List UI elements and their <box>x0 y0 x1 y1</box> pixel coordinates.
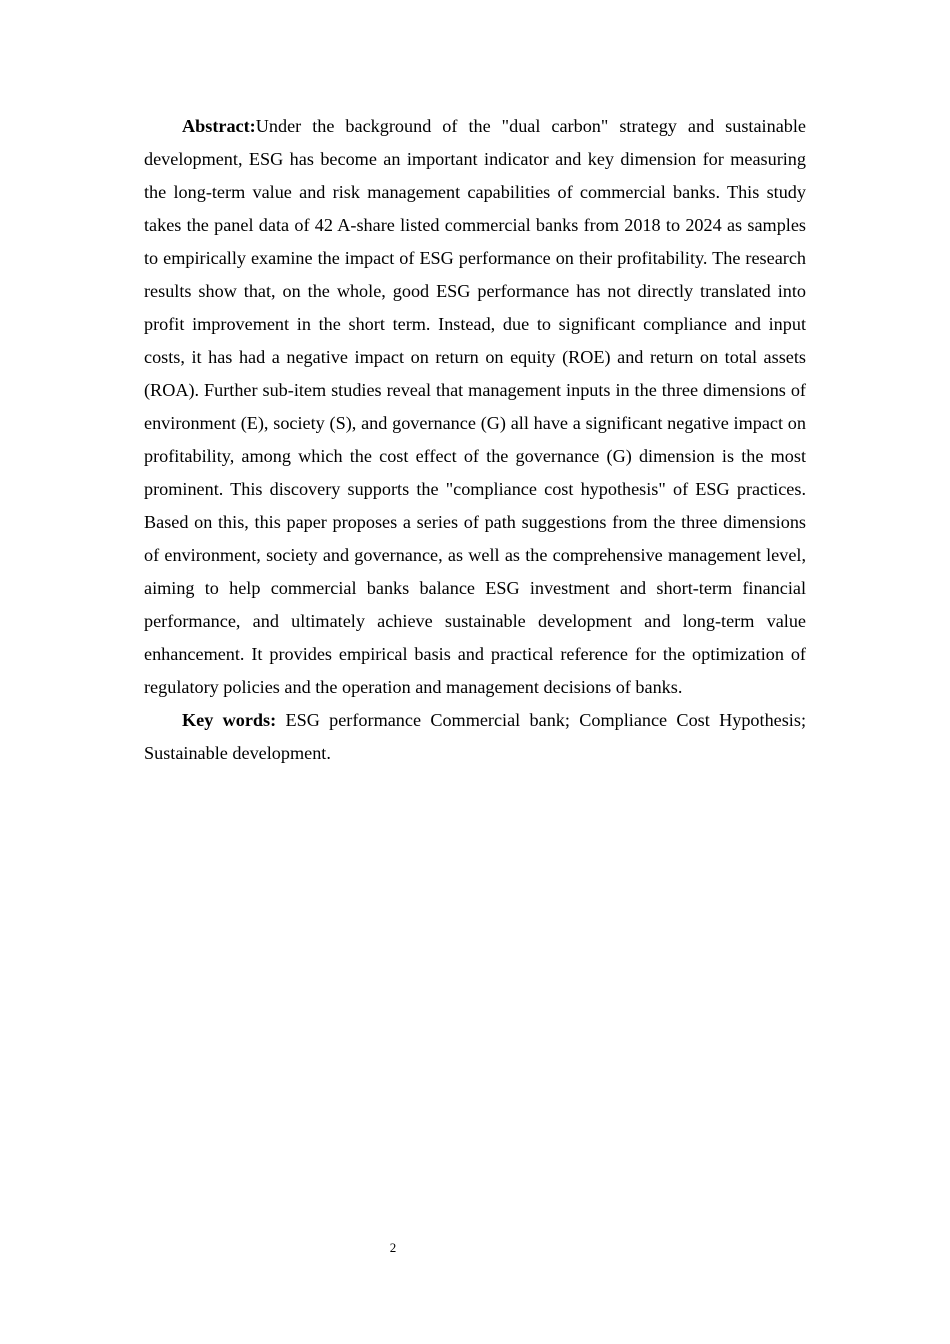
abstract-paragraph <box>144 110 806 704</box>
abstract-section <box>144 110 806 770</box>
page-number: 2 <box>389 1240 397 1255</box>
abstract-text: Under the background of the "dual carbon" strategy and sustainable development, ESG has become an important indicator and key dimension for measuring the long-term value and risk management capabilities of commercial banks. This study takes the panel data of 42 A-share listed commercial banks from 2018 to 2024 as samples to empirically examine the impact of ESG performance on their profitability. The research results show that, on the whole, good ESG performance has not directly translated into profit improvement in the short term. Instead, due to significant compliance and input costs, it has had a negative impact on return on equity (ROE) and return on total assets (ROA). Further sub-item studies reveal that management inputs in the three dimensions of environment (E), society (S), and governance (G) all have a significant negative impact on profitability, among which the cost effect of the governance (G) dimension is the most prominent. This discovery supports the "compliance cost hypothesis" of ESG practices. Based on this, this paper proposes a series of path suggestions from the three dimensions of environment, society and governance, as well as the comprehensive management level, aiming to help commercial banks balance ESG investment and short-term financial performance, and ultimately achieve sustainable development and long-term value enhancement. It provides empirical basis and practical reference for the optimization of regulatory policies and the operation and management decisions of banks. <box>144 116 806 697</box>
keywords-label: Key words: <box>182 710 277 730</box>
keywords-text: ESG performance Commercial bank; Compliance Cost Hypothesis; Sustainable development. <box>144 710 806 763</box>
keywords-paragraph <box>144 704 806 770</box>
abstract-label: Abstract: <box>182 116 256 136</box>
